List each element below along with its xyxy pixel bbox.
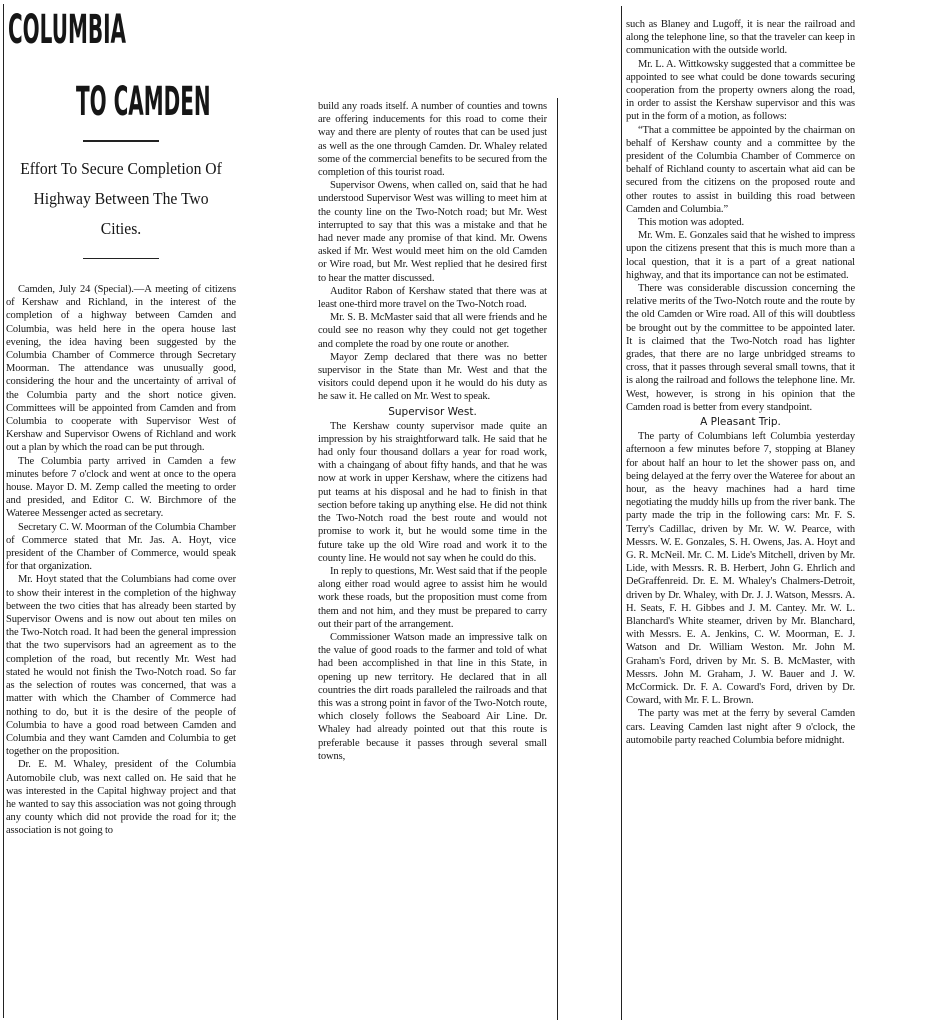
headline-rule <box>83 140 159 142</box>
article-paragraph: “That a committee be appointed by the chairman on behalf of Kershaw county and a committee by the president of the Columbia Chamber of Commerce on behalf of Richland county to ascertain what aid can be secured from the citizens on the proposed route and other routes to assist in building this road between Camden and Columbia.” <box>626 124 855 215</box>
article-paragraph: The party was met at the ferry by several Camden cars. Leaving Camden last night after 9 o'clock, the automobile party reached Columbia before midnight. <box>626 708 855 746</box>
article-paragraph: Mr. L. A. Wittkowsky suggested that a committee be appointed to see what could be done towards securing cooperation from the property owners along the road, in order to assist the Kershaw supervisor and this was put in the form of a motion, as follows: <box>626 58 855 123</box>
column-2 <box>318 100 547 1022</box>
article-paragraph: The Columbia party arrived in Camden a few minutes before 7 o'clock and went at once to the opera house. Mayor D. M. Zemp called the meeting to order and presided, and Editor C. W. Birchmore of the Wateree Messenger acted as secretary. <box>6 455 236 520</box>
article-paragraph: In reply to questions, Mr. West said that if the people along either road would agree to assist him he would work these roads, but the proposition must come from them and not him, and they must be prepared to carry out their part of the arrangement. <box>318 565 547 630</box>
headline-line-1: COLUMBIA <box>8 7 127 53</box>
deck-rule <box>83 258 159 259</box>
article-paragraph: Mayor Zemp declared that there was no better supervisor in the State than Mr. West and that the visitors could depend upon it he would do his duty as he saw it. He called on Mr. West to speak. <box>318 351 547 403</box>
article-paragraph: such as Blaney and Lugoff, it is near the railroad and along the telephone line, so that the traveler can keep in communication with the outside world. <box>626 19 855 57</box>
article-paragraph: build any roads itself. A number of counties and towns are offering inducements for this road to come their way and there are plenty of routes that can be used just as well as the one through Camden. Dr. Whaley related some of the commercial benefits to be secured from the completion of this tourist road. <box>318 101 547 179</box>
article-paragraph: Secretary C. W. Moorman of the Columbia Chamber of Commerce stated that Mr. Jas. A. Hoyt, vice president of the Chamber of Commerce, would speak for that organization. <box>6 521 236 573</box>
column-3 <box>626 18 855 1022</box>
article-paragraph: Mr. Wm. E. Gonzales said that he wished to impress upon the citizens present that this is much more than a local question, that it is a part of a great national highway, and that its importance can not be estimated. <box>626 230 855 281</box>
article-paragraph: Mr. S. B. McMaster said that all were friends and he could see no reason why they could not get together and complete the road by one route or another. <box>318 312 547 350</box>
column-rule-right <box>621 6 622 1020</box>
article-paragraph: This motion was adopted. <box>638 217 745 229</box>
subheading-a-pleasant-trip: A Pleasant Trip. <box>700 416 781 429</box>
column-rule-left <box>3 4 4 1018</box>
article-paragraph: The party of Columbians left Columbia yesterday afternoon a few minutes before 7, stopping at Blaney for about half an hour to let the shower pass on, and being delayed at the ferry over the Wateree for about an hour, as the heavy machines had a hard time negotiating the muddy hills up from the river bank. The party made the trip in the following cars: Mr. F. S. Terry's Cadillac, driven by Mr. W. W. Pearce, with Messrs. W. E. Gonzales, S. H. Owens, Jas. A. Hoyt and G. R. McNeil. Mr. C. M. Lide's Mitchell, driven by Mr. Lide, with Messrs. R. B. Herbert, John G. Ehrlich and DeGraffenreid. Dr. E. M. Whaley's Chalmers-Detroit, driven by Dr. Whaley, with Dr. J. J. Watson, Messrs. A. H. Seats, F. H. Gibbes and J. M. Cantey. Mr. W. L. Blanchard's White steamer, driven by Mr. Blanchard, with Messrs. E. A. Jenkins, C. W. Moorman, E. J. Watson and Dr. William Weston. Mr. John M. Graham's Ford, driven by Mr. S. B. McMaster, with Messrs. John M. Graham, J. W. Bauer and J. W. McCormick. Dr. F. A. Coward's Ford, driven by Dr. Coward, with Mr. F. L. Brown. <box>626 431 855 707</box>
headline-line-2: TO CAMDEN <box>76 79 211 125</box>
column-1 <box>6 2 236 1022</box>
article-paragraph: Commissioner Watson made an impressive talk on the value of good roads to the farmer and told of what had been accomplished in that line in this State, in opening up new territory. He declared that in all countries the dirt roads paralleled the railroads and that this was a strong point in favor of the Two-Notch route, which closely follows the Seaboard Air Line. Dr. Whaley had already pointed out that this route is preferable because it passes through several small towns, <box>318 631 547 762</box>
column-rule-middle <box>557 98 558 1020</box>
subheading-supervisor-west: Supervisor West. <box>388 405 477 418</box>
deck-headline: Effort To Secure Completion Of Highway Between The Two Cities. <box>20 159 222 238</box>
article-paragraph: Dr. E. M. Whaley, president of the Columbia Automobile club, was next called on. He said that he was interested in the Capital highway project and that he wanted to say this association was not going through any county which did not provide the road for it; the association is not going to <box>6 759 236 837</box>
article-paragraph: Camden, July 24 (Special).—A meeting of citizens of Kershaw and Richland, in the interest of the completion of a highway between Camden and Columbia, was held here in the opera house last evening, the idea having been suggested by the Columbia Chamber of Commerce through Secretary Moorman. The attendance was unusually good, considering the hour and the uncertainty of arrival of the Columbia party and the short notice given. Committees will be appointed from Camden and from Columbia to cooperate with Supervisor West of Kershaw and Supervisor Owens of Richland and work out a plan by which the road can be put through. <box>6 284 236 454</box>
article-paragraph: There was considerable discussion concerning the relative merits of the Two-Notch route and the route by the old Camden or Wire road. All of this will doubtless be brought out by the committee to be appointed later. It is claimed that the Two-Notch road has lighter grades, that there are no large unbridged streams to cross, that it passes through several small towns, that it is along the railroad and follows the telephone line. Mr. West, however, is strong in his opinion that the Camden road is better from every standpoint. <box>626 283 855 413</box>
article-paragraph: Supervisor Owens, when called on, said that he had understood Supervisor West was willing to meet him at the county line on the Two-Notch road; but Mr. West interrupted to say that this was a mistake and that he had never made any promise of that kind. Mr. Owens asked if Mr. West would meet him on the old Camden or Wire road, but Mr. West replied that he desired first to hear the matter discussed. <box>318 180 547 284</box>
article-paragraph: Mr. Hoyt stated that the Columbians had come over to show their interest in the completion of the highway between the two cities that has already been started by Supervisor Owens and is now out about ten miles on the Two-Notch road. It had been the general impression that the two supervisors had an agreement as to the completion of the road, but recently Mr. West had stated he would not finish the Two-Notch road. So far as the selection of routes was concerned, that was a matter with which the Chamber of Commerce had nothing to do, but it is the desire of the people of Columbia to have a good road between Camden and Columbia and they want Camden and Columbia to get together on the proposition. <box>6 574 236 758</box>
article-paragraph: Auditor Rabon of Kershaw stated that there was at least one-third more travel on the Two-Notch road. <box>318 285 547 311</box>
article-paragraph: The Kershaw county supervisor made quite an impression by his straightforward talk. He said that he had only four thousand dollars a year for road work, with a chaingang of about fifty hands, and that he was now at work in upper Kershaw, where the citizens had put teams at his disposal and he had to finish in that section before taking up anything else. He did not think the Two-Notch road the best route and would not promise to work it, but he would some time in the future take up the old Wire road and work it to the county line. He would not say when he could do this. <box>318 420 547 564</box>
